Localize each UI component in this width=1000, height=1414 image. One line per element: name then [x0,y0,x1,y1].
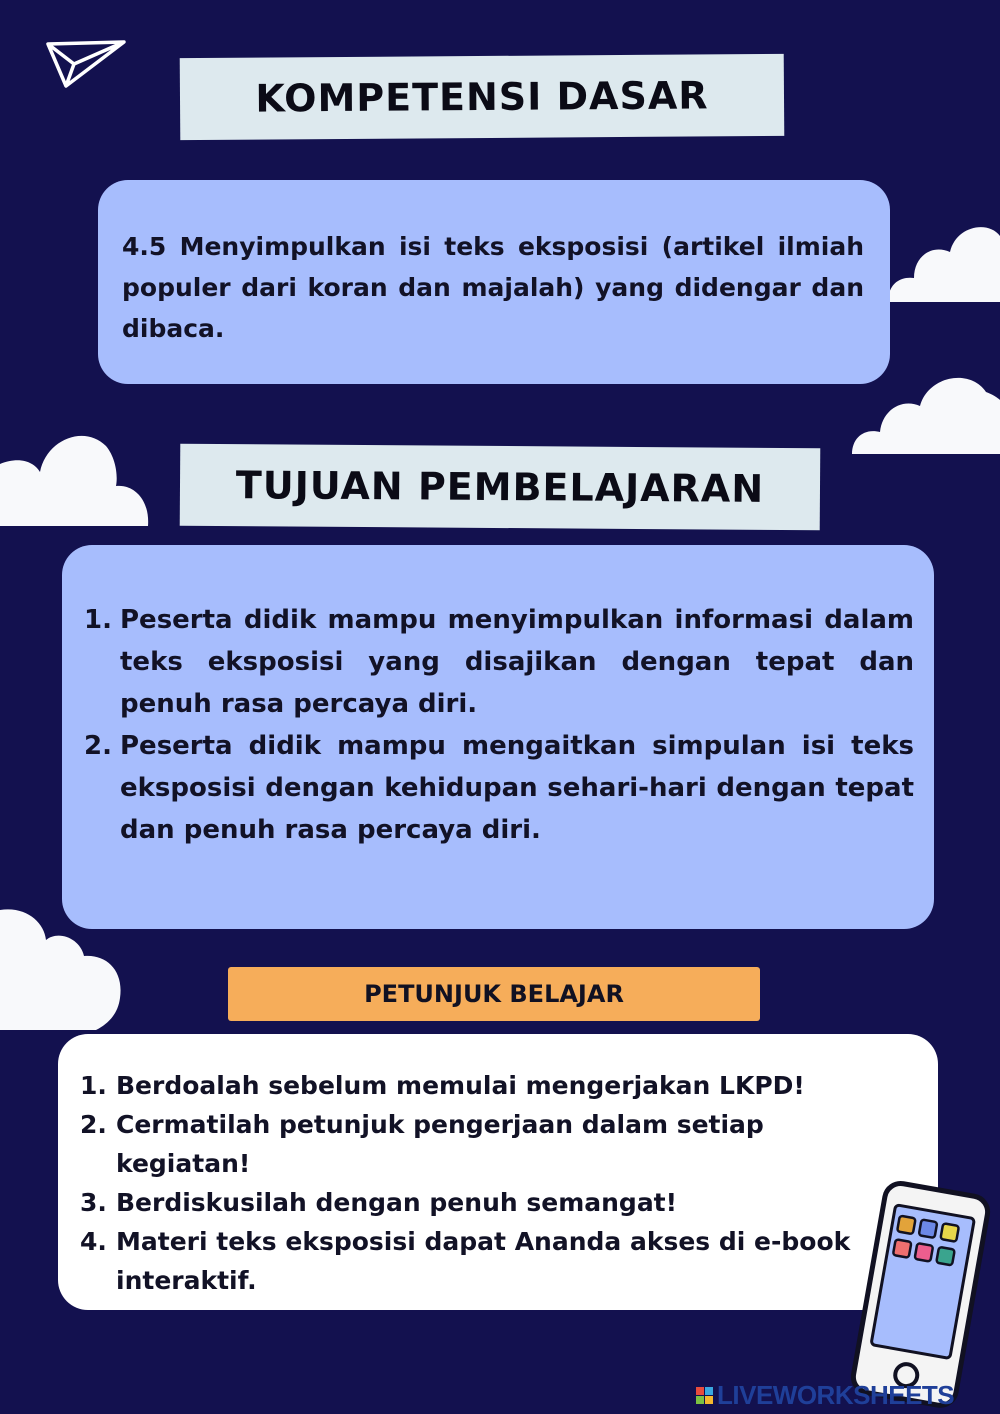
cloud-top-right [888,206,1000,302]
list-item: 2. Cermatilah petunjuk pengerjaan dalam setiap kegiatan! [80,1110,764,1178]
tujuan-pembelajaran-box [62,545,934,929]
petunjuk-belajar-box [58,1034,938,1310]
liveworksheets-watermark: LIVEWORKSHEETS [696,1380,996,1410]
list-item: 1. Peserta didik mampu menyimpulkan informasi dalam teks eksposisi yang disajikan dengan tepat dan penuh rasa percaya diri. [84,605,914,719]
cloud-left [0,426,150,526]
list-item: 3. Berdiskusilah dengan penuh semangat! [80,1188,678,1217]
list-item: 2. Peserta didik mampu mengaitkan simpulan isi teks eksposisi dengan kehidupan sehari-hari dengan tepat dan penuh rasa percaya diri. [84,731,914,845]
kompetensi-dasar-box [98,180,890,384]
tujuan-list [84,599,914,851]
kompetensi-dasar-title: KOMPETENSI DASAR [255,73,709,121]
petunjuk-belajar-label: PETUNJUK BELAJAR [228,967,760,1021]
tujuan-pembelajaran-banner [180,444,821,530]
kompetensi-dasar-banner [180,54,785,140]
petunjuk-list [80,1066,856,1300]
list-item: 1. Berdoalah sebelum memulai mengerjakan LKPD! [80,1071,805,1100]
liveworksheets-logo-icon [696,1387,713,1404]
kompetensi-dasar-text: 4.5 Menyimpulkan isi teks eksposisi (artikel ilmiah populer dari koran dan majalah) yang didengar dan dibaca. [122,232,864,343]
paper-plane-icon [44,38,130,90]
tujuan-pembelajaran-title: TUJUAN PEMBELAJARAN [235,463,765,511]
list-item: 4. Materi teks eksposisi dapat Ananda akses di e-book interaktif. [80,1227,851,1295]
